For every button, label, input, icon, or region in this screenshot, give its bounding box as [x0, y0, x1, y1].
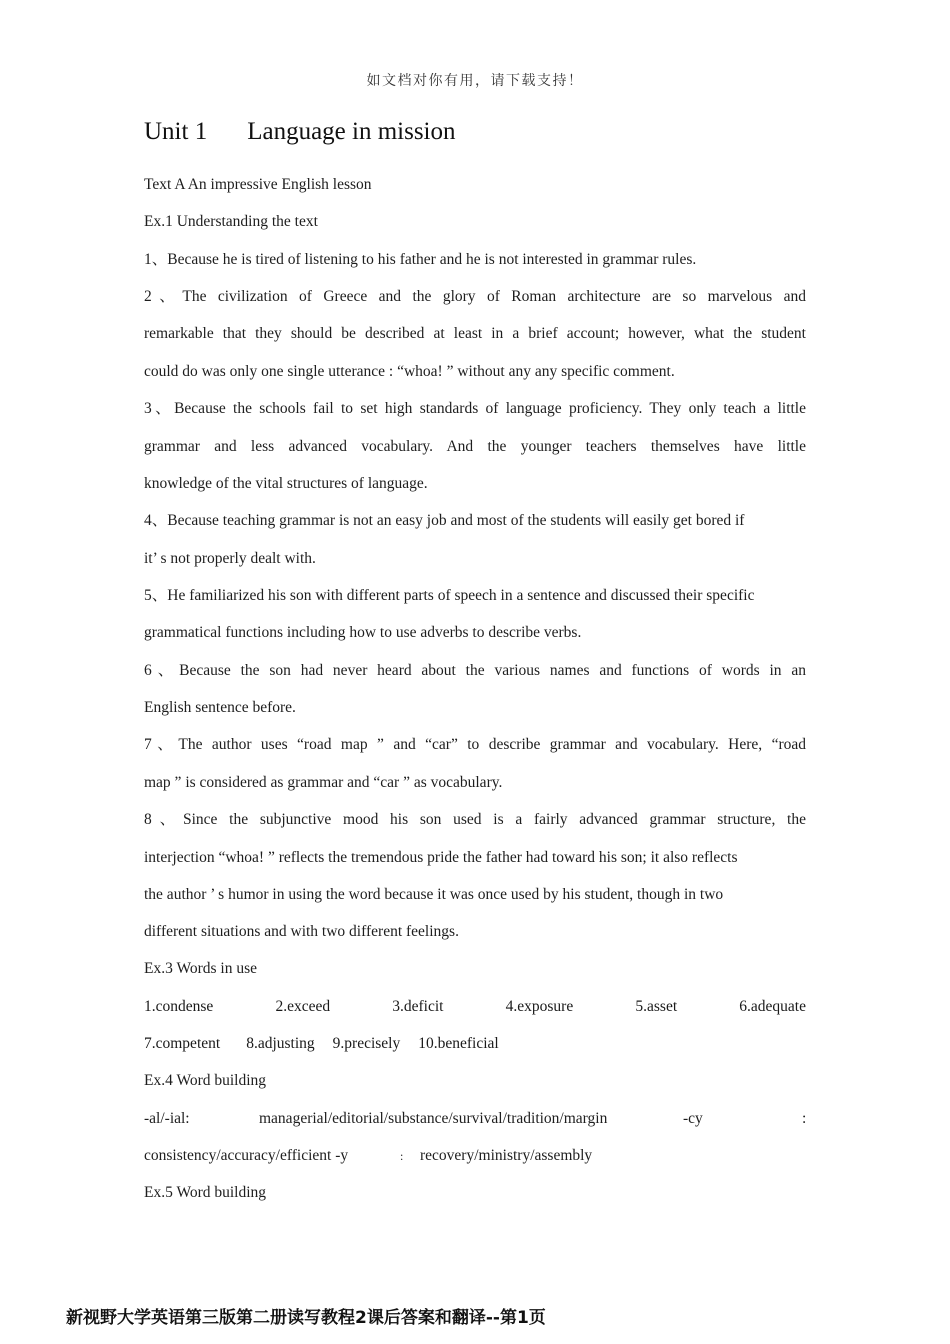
- ex1-line: knowledge of the vital structures of language.: [144, 475, 428, 492]
- ex1-line: 2、The civilization of Greece and the glory of Roman architecture are so marvelous and: [144, 288, 806, 305]
- ex4-suffix-cy: -cy: [683, 1110, 703, 1127]
- unit-number: Unit 1: [144, 118, 208, 145]
- header-note: 如文档对你有用，请下载支持！: [366, 73, 584, 89]
- unit-title: [144, 118, 456, 146]
- ex1-line: 1、Because he is tired of listening to his father and he is not interested in grammar rules.: [144, 251, 697, 268]
- ex3-answers-row: [144, 1033, 499, 1055]
- ex1-line: grammar and less advanced vocabulary. And the younger teachers themselves have little: [144, 438, 806, 455]
- ex4-heading: Ex.4 Word building: [144, 1072, 267, 1089]
- ex3-heading: Ex.3 Words in use: [144, 960, 257, 977]
- ex3-answer: 1.condense: [144, 998, 214, 1015]
- ex1-line: it’ s not properly dealt with.: [144, 550, 316, 567]
- ex1-line: grammatical functions including how to use adverbs to describe verbs.: [144, 624, 582, 641]
- ex1-line: map ” is considered as grammar and “car ” as vocabulary.: [144, 774, 503, 791]
- ex5-heading: Ex.5 Word building: [144, 1184, 267, 1201]
- ex1-line: 4、Because teaching grammar is not an easy job and most of the students will easily get bored if: [144, 512, 745, 529]
- ex4-words-y: recovery/ministry/assembly: [420, 1147, 593, 1164]
- ex3-answer: 7.competent: [144, 1035, 221, 1052]
- ex3-answer: 9.precisely: [332, 1035, 401, 1052]
- ex1-line: could do was only one single utterance : “whoa! ” without any any specific comment.: [144, 363, 675, 380]
- ex3-answers-row: [144, 996, 806, 1018]
- ex1-line: different situations and with two different feelings.: [144, 923, 459, 940]
- page-footer: 新视野大学英语第三版第二册读写教程2课后答案和翻译--第1页: [66, 1308, 546, 1328]
- ex3-answer: 10.beneficial: [418, 1035, 499, 1052]
- ex4-colon: :: [802, 1110, 807, 1127]
- ex3-answer: 4.exposure: [505, 998, 574, 1015]
- ex3-answer: 3.deficit: [392, 998, 444, 1015]
- ex3-answer: 6.adequate: [739, 998, 806, 1015]
- ex1-line: English sentence before.: [144, 699, 296, 716]
- ex1-line: 6、Because the son had never heard about the various names and functions of words in an: [144, 662, 806, 679]
- ex1-line: remarkable that they should be described at least in a brief account; however, what the student: [144, 325, 806, 342]
- ex4-suffix-al: -al/-ial:: [144, 1110, 190, 1127]
- ex4-colon: :: [400, 1149, 404, 1163]
- ex1-line: 8、Since the subjunctive mood his son used is a fairly advanced grammar structure, the: [144, 811, 806, 828]
- unit-name: Language in mission: [247, 118, 456, 145]
- ex4-words-al: managerial/editorial/substance/survival/tradition/margin: [259, 1110, 608, 1127]
- text-heading: Text A An impressive English lesson: [144, 176, 372, 193]
- ex1-line: 3、Because the schools fail to set high standards of language proficiency. They only teach a little: [144, 400, 806, 417]
- ex1-line: 5、He familiarized his son with different parts of speech in a sentence and discussed their specific: [144, 587, 755, 604]
- ex1-heading: Ex.1 Understanding the text: [144, 213, 318, 230]
- ex1-line: the author ’ s humor in using the word because it was once used by his student, though in two: [144, 886, 724, 903]
- ex1-line: 7、The author uses “road map ” and “car” to describe grammar and vocabulary. Here, “road: [144, 736, 806, 753]
- ex3-answer: 2.exceed: [275, 998, 331, 1015]
- ex4-words-cy: consistency/accuracy/efficient -y: [144, 1147, 349, 1164]
- ex1-line: interjection “whoa! ” reflects the tremendous pride the father had toward his son; it also reflects: [144, 849, 738, 866]
- ex3-answer: 8.adjusting: [246, 1035, 315, 1052]
- ex3-answer: 5.asset: [635, 998, 678, 1015]
